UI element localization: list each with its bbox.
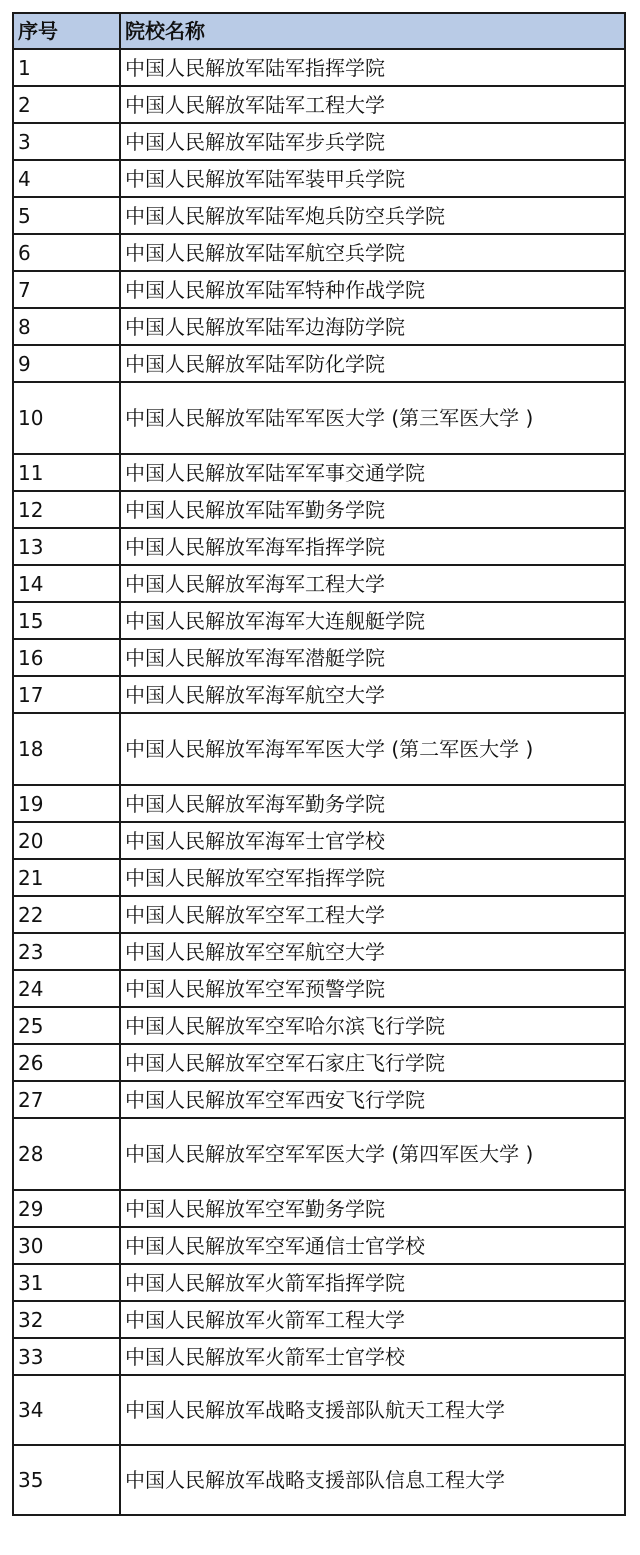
academy-name-cell: 中国人民解放军陆军航空兵学院 [120,234,625,271]
serial-number-cell: 11 [13,454,120,491]
table-row [13,676,625,713]
table-row [13,859,625,896]
serial-number-cell: 24 [13,970,120,1007]
serial-number-cell: 14 [13,565,120,602]
serial-number-cell: 28 [13,1118,120,1190]
academy-name-cell: 中国人民解放军海军航空大学 [120,676,625,713]
serial-number-cell: 2 [13,86,120,123]
serial-number-cell: 25 [13,1007,120,1044]
academy-name-cell: 中国人民解放军陆军勤务学院 [120,491,625,528]
serial-number-cell: 10 [13,382,120,454]
academy-name-cell: 中国人民解放军陆军边海防学院 [120,308,625,345]
table-row [13,565,625,602]
table-row [13,1301,625,1338]
serial-number-cell: 7 [13,271,120,308]
academy-name-cell: 中国人民解放军陆军特种作战学院 [120,271,625,308]
academy-name-cell: 中国人民解放军海军指挥学院 [120,528,625,565]
table-row [13,602,625,639]
serial-number-cell: 31 [13,1264,120,1301]
table-row [13,1118,625,1190]
academy-name-cell: 中国人民解放军陆军防化学院 [120,345,625,382]
academy-table [12,12,626,1516]
table-row [13,713,625,785]
academy-name-cell: 中国人民解放军陆军军医大学 (第三军医大学 ) [120,382,625,454]
table-row [13,382,625,454]
academy-name-cell: 中国人民解放军陆军工程大学 [120,86,625,123]
academy-name-cell: 中国人民解放军陆军指挥学院 [120,49,625,86]
serial-number-cell: 12 [13,491,120,528]
academy-name-cell: 中国人民解放军海军勤务学院 [120,785,625,822]
serial-number-cell: 22 [13,896,120,933]
academy-name-cell: 中国人民解放军空军军医大学 (第四军医大学 ) [120,1118,625,1190]
serial-number-cell: 18 [13,713,120,785]
table-row [13,639,625,676]
table-row [13,491,625,528]
serial-number-cell: 3 [13,123,120,160]
table-row [13,1264,625,1301]
table-row [13,454,625,491]
academy-name-cell: 中国人民解放军空军哈尔滨飞行学院 [120,1007,625,1044]
table-row [13,308,625,345]
academy-name-cell: 中国人民解放军空军勤务学院 [120,1190,625,1227]
table-row [13,1190,625,1227]
table-row [13,1081,625,1118]
table-body [13,49,625,1515]
academy-name-cell: 中国人民解放军陆军军事交通学院 [120,454,625,491]
serial-number-cell: 23 [13,933,120,970]
serial-number-cell: 1 [13,49,120,86]
table-row [13,1375,625,1445]
document-page [12,12,624,1516]
serial-number-cell: 33 [13,1338,120,1375]
academy-name-cell: 中国人民解放军海军大连舰艇学院 [120,602,625,639]
serial-number-cell: 8 [13,308,120,345]
table-row [13,822,625,859]
serial-number-cell: 5 [13,197,120,234]
serial-number-cell: 16 [13,639,120,676]
table-row [13,197,625,234]
academy-name-cell: 中国人民解放军海军士官学校 [120,822,625,859]
serial-number-cell: 34 [13,1375,120,1445]
table-row [13,271,625,308]
academy-name-cell: 中国人民解放军空军工程大学 [120,896,625,933]
academy-name-cell: 中国人民解放军海军潜艇学院 [120,639,625,676]
academy-name-cell: 中国人民解放军海军工程大学 [120,565,625,602]
serial-number-cell: 32 [13,1301,120,1338]
serial-number-cell: 17 [13,676,120,713]
table-row [13,1445,625,1515]
academy-name-cell: 中国人民解放军火箭军工程大学 [120,1301,625,1338]
table-row [13,234,625,271]
academy-name-cell: 中国人民解放军陆军装甲兵学院 [120,160,625,197]
table-row [13,785,625,822]
serial-number-cell: 35 [13,1445,120,1515]
table-row [13,528,625,565]
table-row [13,1007,625,1044]
academy-name-cell: 中国人民解放军陆军炮兵防空兵学院 [120,197,625,234]
serial-number-cell: 29 [13,1190,120,1227]
academy-name-cell: 中国人民解放军战略支援部队信息工程大学 [120,1445,625,1515]
academy-name-cell: 中国人民解放军战略支援部队航天工程大学 [120,1375,625,1445]
table-row [13,345,625,382]
table-row [13,49,625,86]
header-serial-number: 序号 [13,13,120,49]
academy-name-cell: 中国人民解放军火箭军士官学校 [120,1338,625,1375]
table-header-row [13,13,625,49]
serial-number-cell: 9 [13,345,120,382]
table-row [13,896,625,933]
table-row [13,933,625,970]
academy-name-cell: 中国人民解放军空军石家庄飞行学院 [120,1044,625,1081]
table-row [13,970,625,1007]
table-row [13,123,625,160]
academy-name-cell: 中国人民解放军火箭军指挥学院 [120,1264,625,1301]
table-row [13,1338,625,1375]
serial-number-cell: 30 [13,1227,120,1264]
serial-number-cell: 13 [13,528,120,565]
serial-number-cell: 27 [13,1081,120,1118]
serial-number-cell: 20 [13,822,120,859]
header-academy-name: 院校名称 [120,13,625,49]
academy-name-cell: 中国人民解放军海军军医大学 (第二军医大学 ) [120,713,625,785]
academy-name-cell: 中国人民解放军空军指挥学院 [120,859,625,896]
table-row [13,1044,625,1081]
serial-number-cell: 15 [13,602,120,639]
serial-number-cell: 19 [13,785,120,822]
academy-name-cell: 中国人民解放军陆军步兵学院 [120,123,625,160]
serial-number-cell: 26 [13,1044,120,1081]
serial-number-cell: 6 [13,234,120,271]
academy-name-cell: 中国人民解放军空军通信士官学校 [120,1227,625,1264]
table-row [13,160,625,197]
academy-name-cell: 中国人民解放军空军预警学院 [120,970,625,1007]
academy-name-cell: 中国人民解放军空军西安飞行学院 [120,1081,625,1118]
table-row [13,86,625,123]
serial-number-cell: 4 [13,160,120,197]
table-row [13,1227,625,1264]
serial-number-cell: 21 [13,859,120,896]
academy-name-cell: 中国人民解放军空军航空大学 [120,933,625,970]
